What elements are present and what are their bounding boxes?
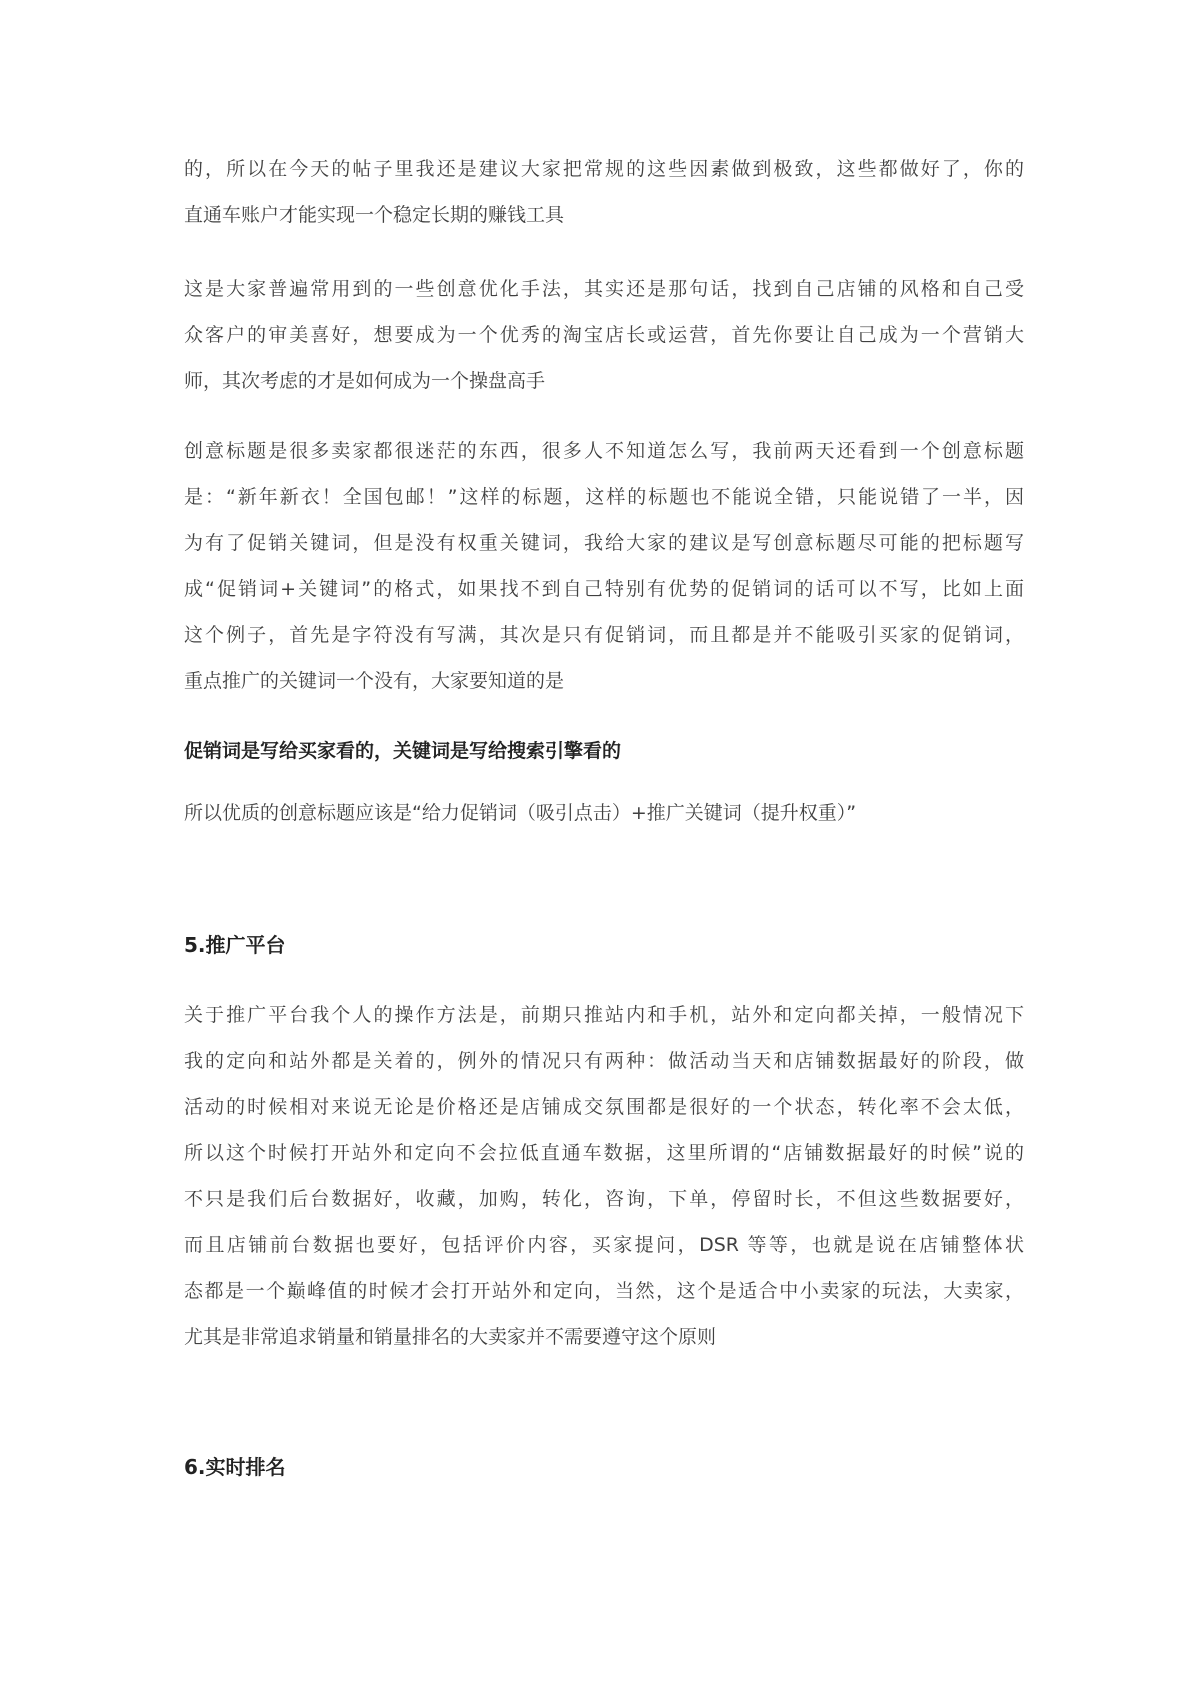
bold-statement-block — [184, 728, 1024, 774]
text-line: 这个例子，首先是字符没有写满，其次是只有促销词，而且都是并不能吸引买家的促销词， — [184, 624, 1024, 646]
text-line: 创意标题是很多卖家都很迷茫的东西，很多人不知道怎么写，我前两天还看到一个创意标题 — [184, 440, 1024, 462]
text-line: 众客户的审美喜好，想要成为一个优秀的淘宝店长或运营，首先你要让自己成为一个营销大 — [184, 324, 1024, 346]
text-line: 态都是一个巅峰值的时候才会打开站外和定向，当然，这个是适合中小卖家的玩法，大卖家， — [184, 1280, 1024, 1302]
text-line: 这是大家普遍常用到的一些创意优化手法，其实还是那句话，找到自己店铺的风格和自己受 — [184, 278, 1024, 300]
text-line: 所以这个时候打开站外和定向不会拉低直通车数据，这里所谓的“店铺数据最好的时候”说的 — [184, 1142, 1024, 1164]
text-line: 不只是我们后台数据好，收藏，加购，转化，咨询，下单，停留时长，不但这些数据要好， — [184, 1188, 1024, 1210]
text-line: 是：“新年新衣！全国包邮！”这样的标题，这样的标题也不能说全错，只能说错了一半，因 — [184, 486, 1024, 508]
section-5-heading-block — [184, 922, 1024, 968]
section-heading: 5.推广平台 — [184, 933, 286, 957]
text-line: 师，其次考虑的才是如何成为一个操盘高手 — [184, 370, 546, 392]
text-line: 为有了促销关键词，但是没有权重关键词，我给大家的建议是写创意标题尽可能的把标题写 — [184, 532, 1024, 554]
section-6-heading-block — [184, 1444, 1024, 1490]
paragraph-1 — [184, 146, 1024, 238]
text-line: 而且店铺前台数据也要好，包括评价内容，买家提问，DSR 等等，也就是说在店铺整体状 — [184, 1234, 1024, 1256]
conclusion-text: 所以优质的创意标题应该是“给力促销词（吸引点击）+推广关键词（提升权重）” — [184, 802, 857, 824]
section-heading: 6.实时排名 — [184, 1455, 286, 1479]
text-line: 尤其是非常追求销量和销量排名的大卖家并不需要遵守这个原则 — [184, 1326, 717, 1348]
text-line: 的，所以在今天的帖子里我还是建议大家把常规的这些因素做到极致，这些都做好了，你的 — [184, 158, 1024, 180]
text-line: 活动的时候相对来说无论是价格还是店铺成交氛围都是很好的一个状态，转化率不会太低， — [184, 1096, 1024, 1118]
section-5-body — [184, 992, 1024, 1360]
paragraph-3 — [184, 428, 1024, 704]
text-line: 直通车账户才能实现一个稳定长期的赚钱工具 — [184, 204, 565, 226]
text-line: 关于推广平台我个人的操作方法是，前期只推站内和手机，站外和定向都关掉，一般情况下 — [184, 1004, 1024, 1026]
text-line: 重点推广的关键词一个没有，大家要知道的是 — [184, 670, 565, 692]
text-line: 我的定向和站外都是关着的，例外的情况只有两种：做活动当天和店铺数据最好的阶段，做 — [184, 1050, 1024, 1072]
paragraph-2 — [184, 266, 1024, 404]
text-line: 成“促销词+关键词”的格式，如果找不到自己特别有优势的促销词的话可以不写，比如上面 — [184, 578, 1024, 600]
bold-statement: 促销词是写给买家看的，关键词是写给搜索引擎看的 — [184, 740, 622, 762]
conclusion-block — [184, 790, 1024, 836]
